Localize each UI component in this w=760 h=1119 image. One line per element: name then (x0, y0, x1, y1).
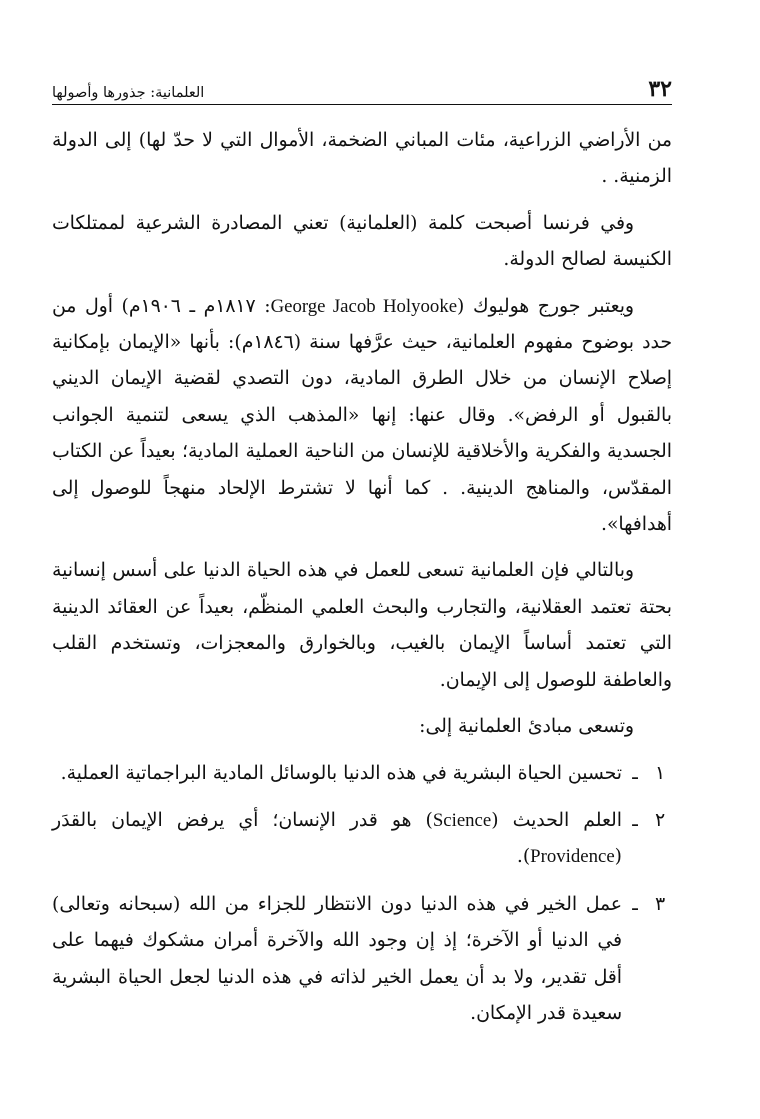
list-item (52, 803, 672, 876)
list-item-text (52, 803, 622, 876)
science-text-after: ). (516, 846, 531, 868)
holyoake-latin-name: George Jacob Holyooke (270, 295, 458, 317)
science-latin-term: Science (432, 809, 492, 831)
running-head (52, 70, 672, 105)
paragraph-consequently: وبالتالي فإن العلمانية تسعى للعمل في هذه الحياة الدنيا على أسس إنسانية بحتة تعتمد العقلانية، والتجارب والبحث العلمي المنظّم، بعيداً عن العقائد الدينية التي تعتمد أساساً الإيمان بالغيب، وبالخوارق والمعجزات، وتستخدم القلب والعاطفة للوصول إلى الإيمان. (52, 560, 672, 691)
paragraph-continuation: من الأراضي الزراعية، مئات المباني الضخمة، الأموال التي لا حدّ لها) إلى الدولة الزمنية. . (52, 130, 672, 188)
list-item-dash: ـ (632, 893, 638, 915)
list-item-text: عمل الخير في هذه الدنيا دون الانتظار للجزاء من الله (سبحانه وتعالى) في الدنيا أو الآخرة؛ إذ إن وجود الله والآخرة أمران مشكوك فيهما على أقل تقدير، ولا بد أن يعمل الخير لذاته في هذه الدنيا لجعل الحياة البشرية سعيدة قدر الإمكان. (52, 893, 622, 1024)
list-item (52, 756, 672, 792)
body-text (52, 123, 672, 1032)
paragraph-holyoake (52, 289, 672, 544)
list-item-number: ٢ (654, 809, 666, 831)
paragraph-france: وفي فرنسا أصبحت كلمة (العلمانية) تعني المصادرة الشرعية لممتلكات الكنيسة لصالح الدولة. (52, 212, 672, 271)
list-item (52, 887, 672, 1033)
science-text-middle: ) هو قدر الإنسان؛ أي يرفض الإيمان بالقدَر ( (52, 809, 622, 868)
principles-list (52, 756, 672, 1033)
holyoake-text-before: ويعتبر جورج هوليوك ( (457, 295, 634, 317)
list-item-dash: ـ (632, 762, 638, 784)
list-item-number: ٣ (654, 893, 666, 915)
holyoake-text-after: : ١٨١٧م ـ ١٩٠٦م) أول من حدد بوضوح مفهوم العلمانية، حيث عرَّفها سنة (١٨٤٦م): بأنها «الإيمان بإمكانية إصلاح الإنسان من خلال الطرق المادية، دون التصدي لقضية الإيمان الديني بالقبول أو الرفض». وقال عنها: إنها «المذهب الذي يسعى لتنمية الجوانب الجسدية والفكرية والأخلاقية للإنسان من الناحية العملية المادية؛ بعيداً عن الكتاب المقدّس، والمناهج الدينية. . كما أنها لا تشترط الإلحاد منهجاً للوصول إلى أهدافها». (52, 295, 672, 536)
science-text-before: العلم الحديث ( (491, 809, 623, 831)
list-item-dash: ـ (632, 809, 638, 831)
providence-latin-term: Providence (530, 846, 615, 868)
paragraph-principles-intro: وتسعى مبادئ العلمانية إلى: (419, 716, 634, 738)
book-page (52, 70, 672, 1043)
list-item-text: تحسين الحياة البشرية في هذه الدنيا بالوسائل المادية البراجماتية العملية. (60, 762, 622, 784)
running-title: العلمانية: جذورها وأصولها (52, 84, 205, 101)
list-item-number: ١ (654, 762, 666, 784)
page-number: ٣٢ (648, 76, 672, 102)
